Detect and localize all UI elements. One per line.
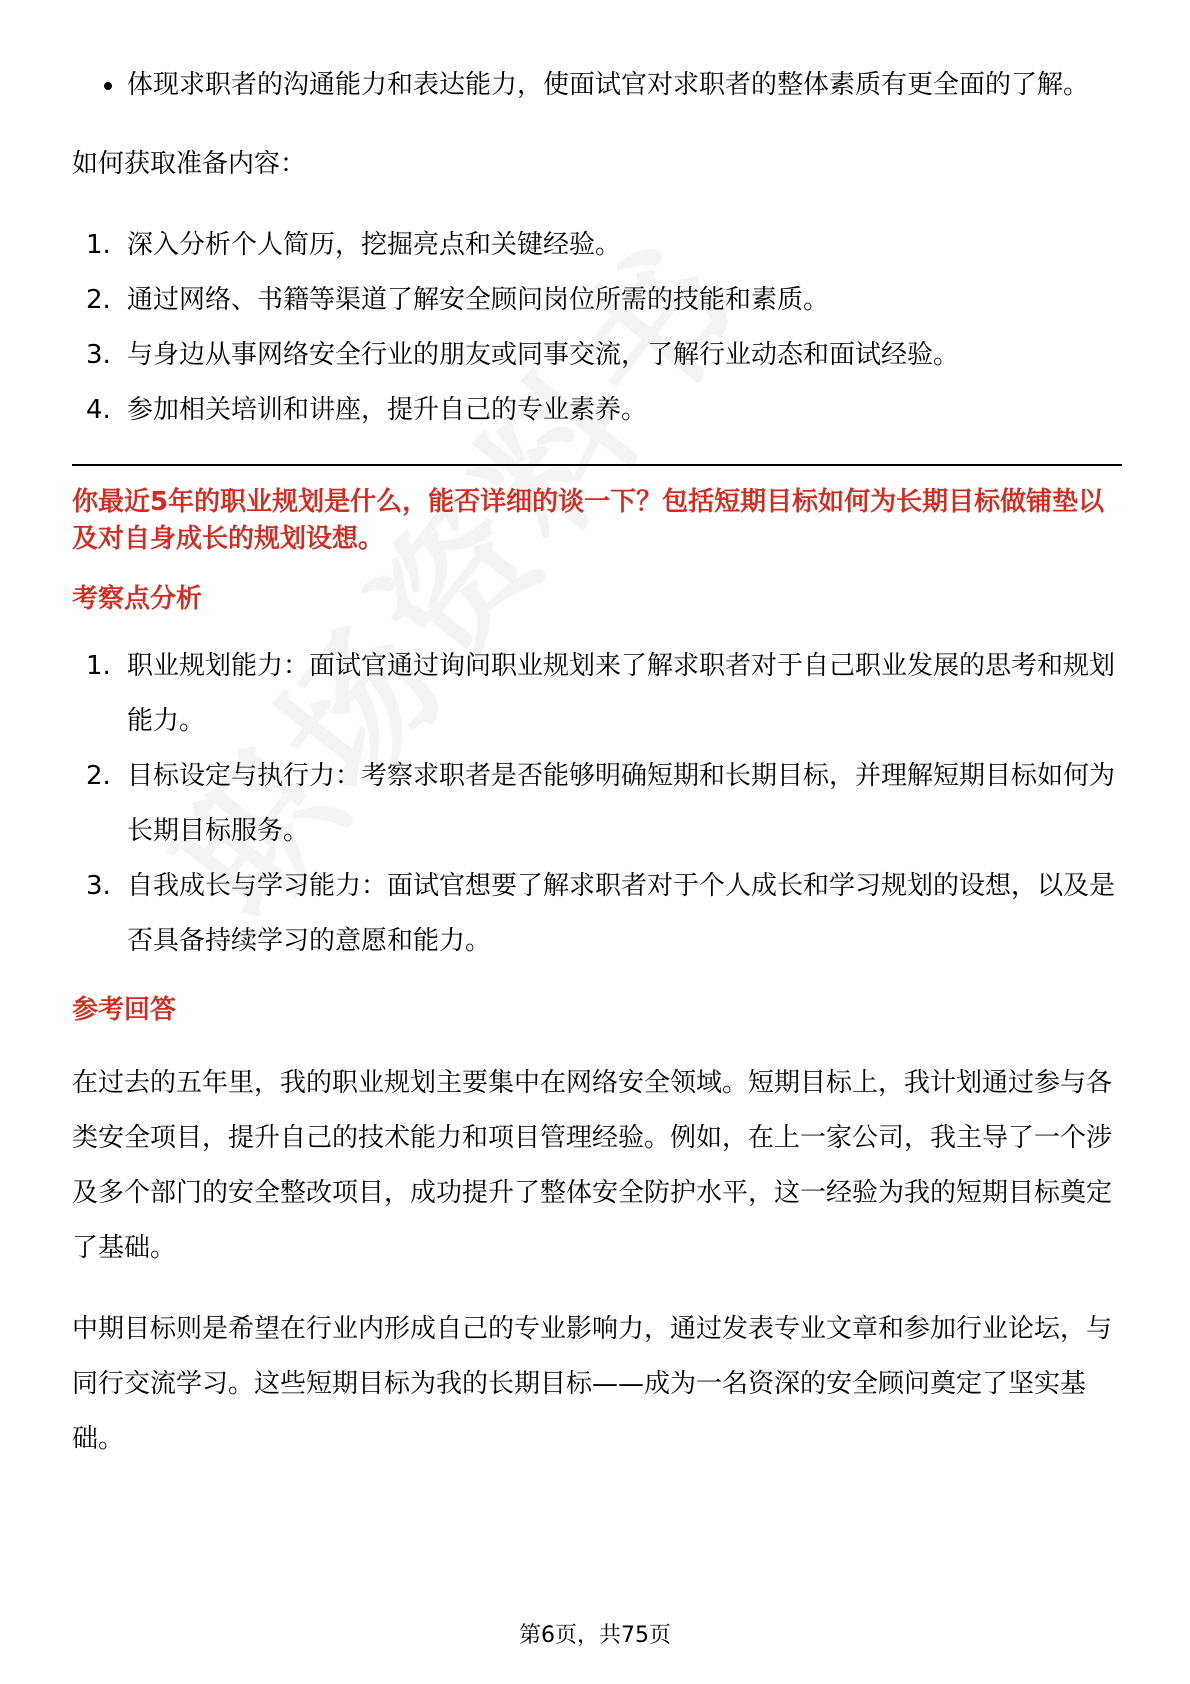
list-item-text: 自我成长与学习能力：面试官想要了解求职者对于个人成长和学习规划的设想，以及是否具备持续学习的意愿和能力。 — [127, 871, 1116, 956]
intro-bullet-item — [72, 58, 1122, 113]
list-item-text: 通过网络、书籍等渠道了解安全顾问岗位所需的技能和素质。 — [127, 285, 830, 315]
list-item — [72, 639, 1122, 749]
list-item-number: 2. — [86, 285, 111, 315]
list-item-number: 3. — [86, 340, 111, 370]
intro-bullet-text: 体现求职者的沟通能力和表达能力，使面试官对求职者的整体素质有更全面的了解。 — [127, 70, 1090, 100]
answer-paragraph: 在过去的五年里，我的职业规划主要集中在网络安全领域。短期目标上，我计划通过参与各类安全项目，提升自己的技术能力和项目管理经验。例如，在上一家公司，我主导了一个涉及多个部门的安全整改项目，成功提升了整体安全防护水平，这一经验为我的短期目标奠定了基础。 — [72, 1068, 1113, 1263]
analysis-list — [72, 639, 1122, 969]
prep-list — [72, 218, 1122, 438]
bullet-dot-icon — [104, 82, 112, 90]
list-item-number: 1. — [86, 651, 111, 681]
interview-question: 你最近5年的职业规划是什么，能否详细的谈一下？包括短期目标如何为长期目标做铺垫以及对自身成长的规划设想。 — [72, 487, 1105, 554]
answer-paragraph: 中期目标则是希望在行业内形成自己的专业影响力，通过发表专业文章和参加行业论坛，与同行交流学习。这些短期目标为我的长期目标——成为一名资深的安全顾问奠定了坚实基础。 — [72, 1314, 1113, 1454]
list-item — [72, 218, 1122, 273]
answer-heading: 参考回答 — [72, 995, 177, 1025]
analysis-heading: 考察点分析 — [72, 584, 203, 614]
list-item-text: 参加相关培训和讲座，提升自己的专业素养。 — [127, 395, 648, 425]
list-item-text: 与身边从事网络安全行业的朋友或同事交流，了解行业动态和面试经验。 — [127, 340, 960, 370]
list-item-number: 2. — [86, 761, 111, 791]
list-item-number: 4. — [86, 395, 111, 425]
page-number-footer: 第6页，共75页 — [519, 1623, 671, 1648]
list-item-text: 职业规划能力：面试官通过询问职业规划来了解求职者对于自己职业发展的思考和规划能力。 — [127, 651, 1116, 736]
prep-heading: 如何获取准备内容： — [72, 149, 307, 179]
list-item — [72, 328, 1122, 383]
page-content — [72, 58, 1122, 1467]
section-divider — [72, 464, 1122, 466]
list-item — [72, 749, 1122, 859]
list-item — [72, 859, 1122, 969]
list-item-number: 1. — [86, 230, 111, 260]
list-item-text: 目标设定与执行力：考察求职者是否能够明确短期和长期目标，并理解短期目标如何为长期目标服务。 — [127, 761, 1116, 846]
list-item — [72, 383, 1122, 438]
list-item — [72, 273, 1122, 328]
list-item-number: 3. — [86, 871, 111, 901]
list-item-text: 深入分析个人简历，挖掘亮点和关键经验。 — [127, 230, 622, 260]
